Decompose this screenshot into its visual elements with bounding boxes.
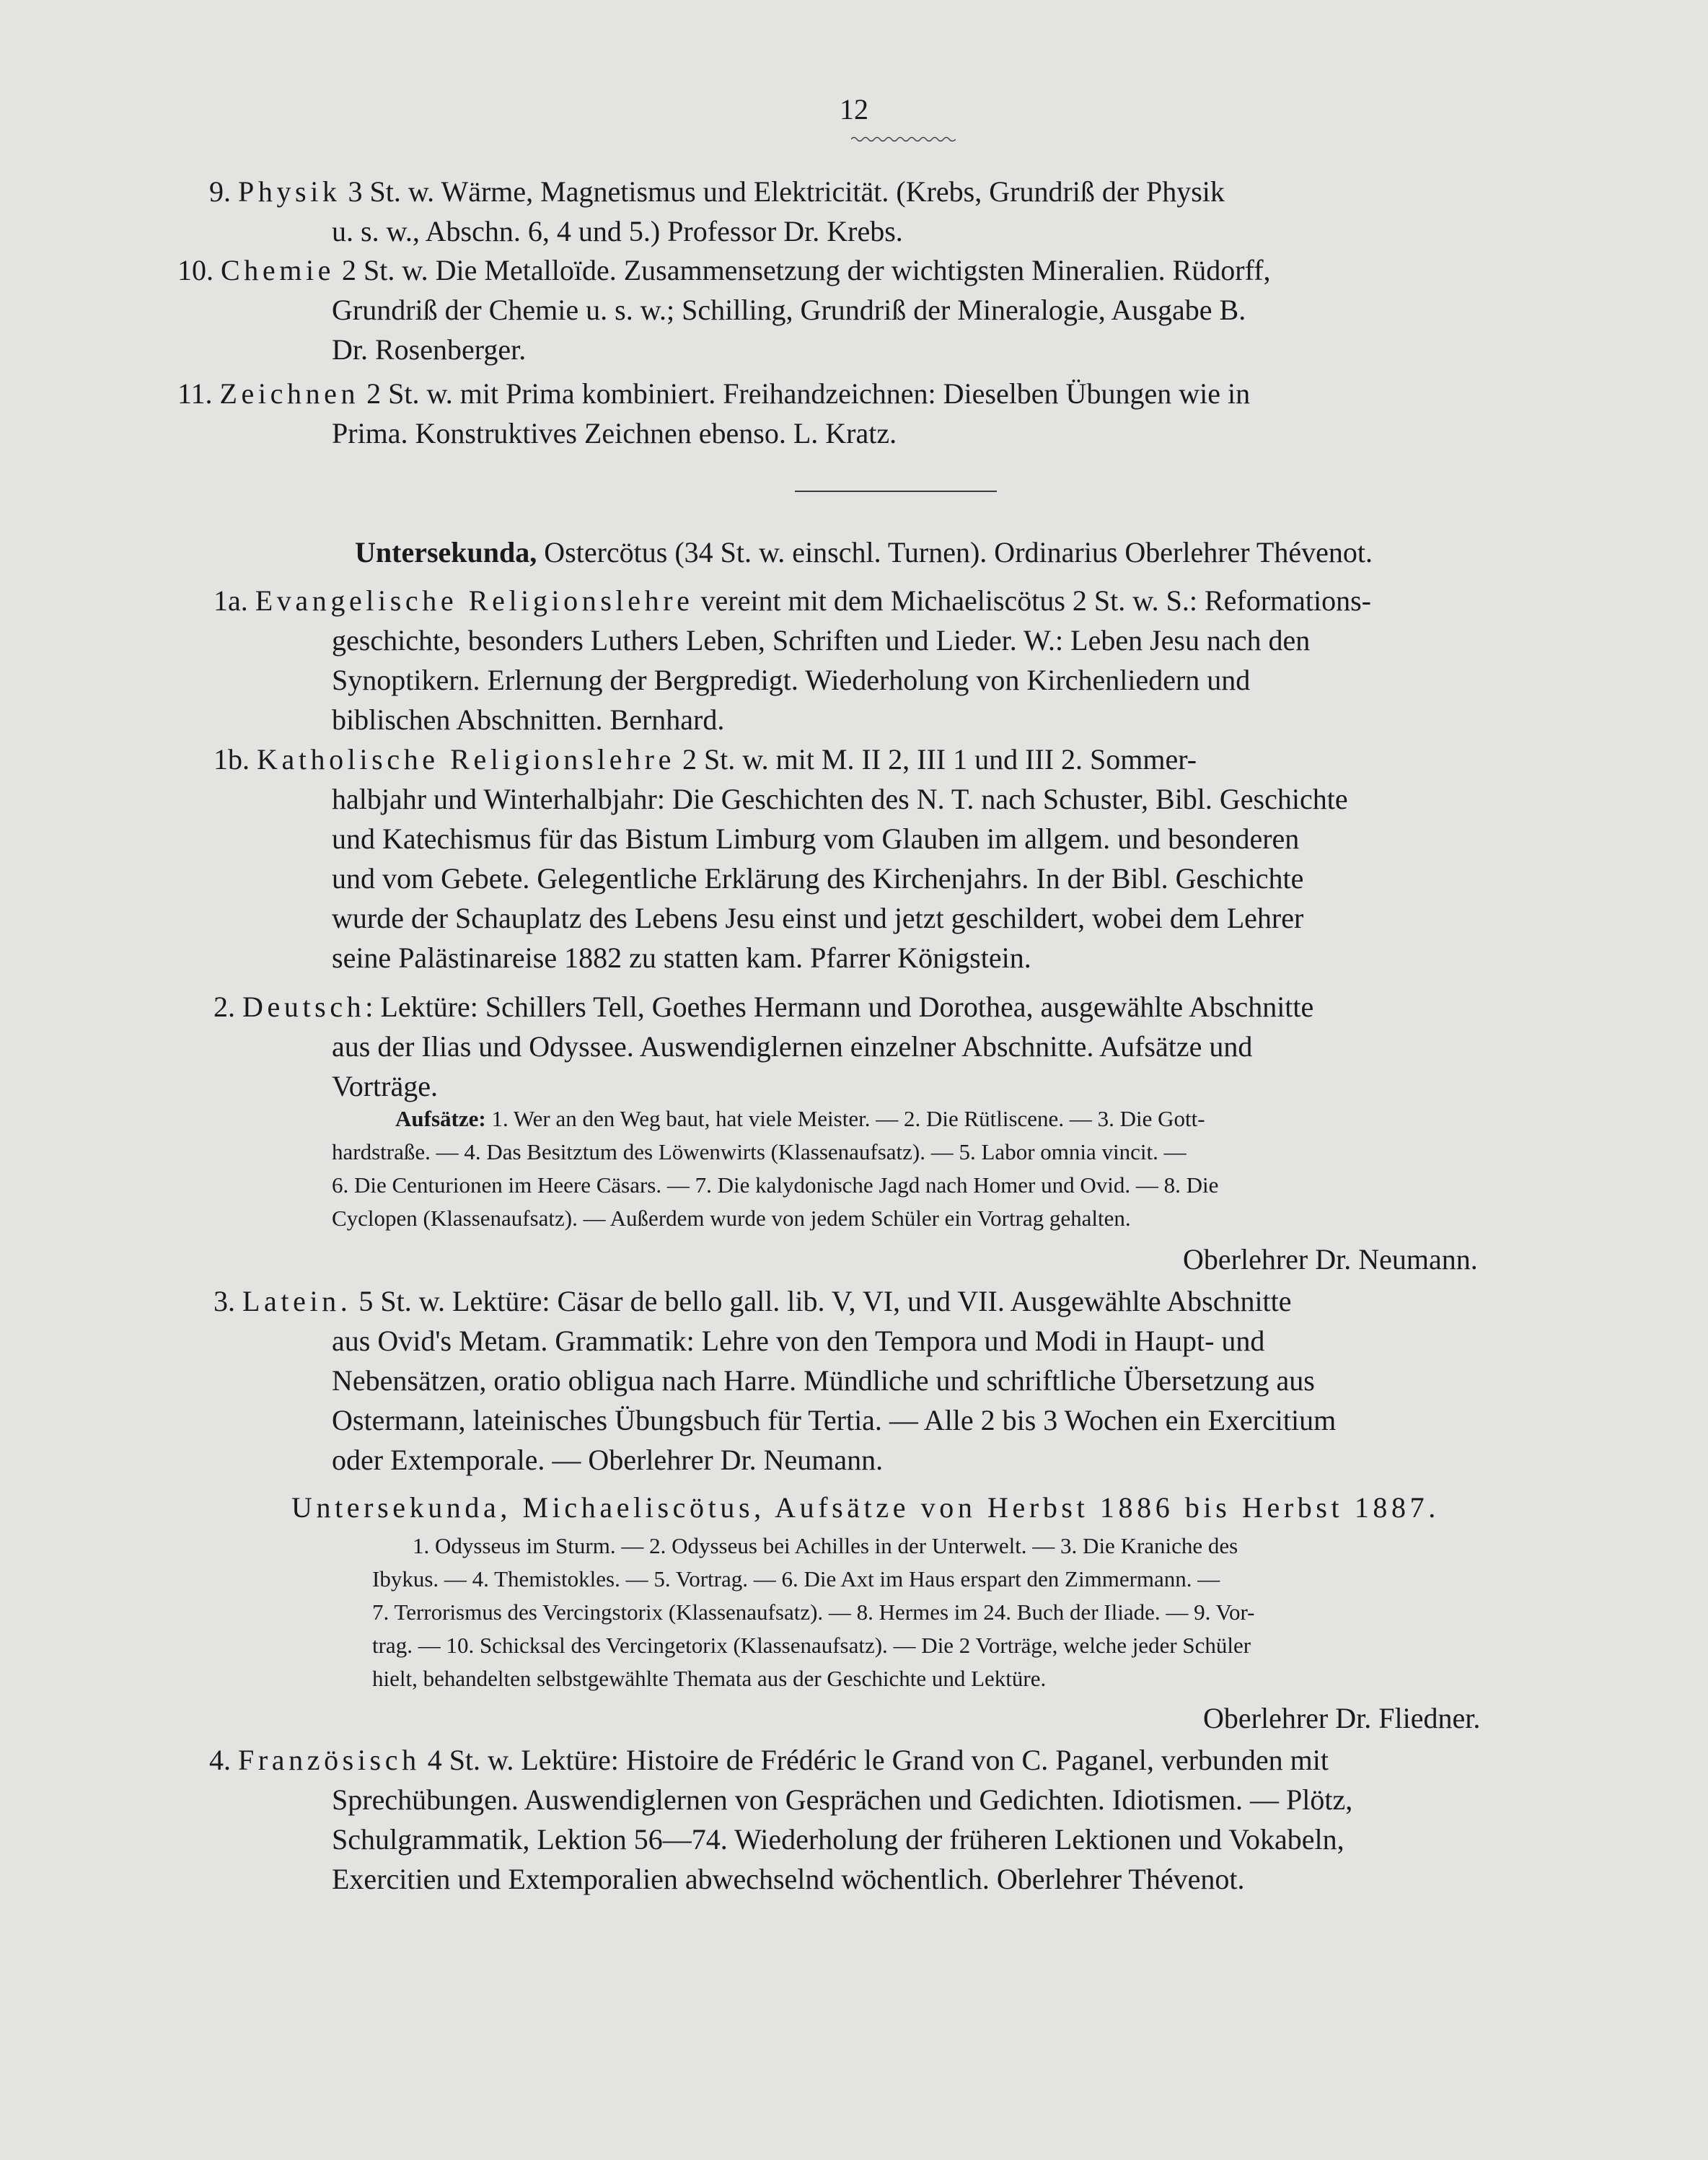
- kath-religion-line-4: und vom Gebete. Gelegentliche Erklärung des Kirchenjahrs. In der Bibl. Geschichte: [332, 862, 1304, 895]
- kath-religion-line-2: halbjahr und Winterhalbjahr: Die Geschichten des N. T. nach Schuster, Bibl. Geschichte: [332, 783, 1348, 815]
- latein-entry: [214, 1281, 1336, 1480]
- physik-line-1: 9. Physik 3 St. w. Wärme, Magnetismus und Elektricität. (Krebs, Grundriß der Physik: [209, 175, 1225, 208]
- franzoesisch-line-3: Schulgrammatik, Lektion 56—74. Wiederholung der früheren Lektionen und Vokabeln,: [332, 1823, 1344, 1856]
- deutsch-line-2: aus der Ilias und Odyssee. Auswendiglernen einzelner Abschnitte. Aufsätze und: [332, 1030, 1253, 1063]
- entry-number: 1a.: [214, 584, 248, 617]
- deutsch-line-1: 2. Deutsch: Lektüre: Schillers Tell, Goethes Hermann und Dorothea, ausgewählte Abschnitte: [214, 991, 1314, 1023]
- subject-name: Latein.: [242, 1285, 352, 1317]
- entry-number: 9.: [209, 175, 231, 208]
- michaelis-heading: Untersekunda, Michaeliscötus, Aufsätze von Herbst 1886 bis Herbst 1887.: [291, 1491, 1440, 1524]
- subject-name: Zeichnen: [219, 377, 360, 410]
- physik-entry: [209, 172, 1225, 251]
- chemie-line-1: 10. Chemie 2 St. w. Die Metalloïde. Zusammensetzung der wichtigsten Mineralien. Rüdorff,: [177, 254, 1271, 286]
- chemie-line-3: Dr. Rosenberger.: [332, 333, 527, 366]
- ev-religion-line-4: biblischen Abschnitten. Bernhard.: [332, 703, 725, 736]
- subject-name: Katholische Religionslehre: [257, 743, 675, 776]
- kath-religion-line-1: 1b. Katholische Religionslehre 2 St. w. mit M. II 2, III 1 und III 2. Sommer-: [214, 743, 1197, 776]
- michaelis-line-4: trag. — 10. Schicksal des Vercingetorix (Klassenaufsatz). — Die 2 Vorträge, welche jeder Schüler: [372, 1633, 1251, 1658]
- subject-name: Chemie: [221, 254, 335, 286]
- franzoesisch-line-4: Exercitien und Extemporalien abwechselnd wöchentlich. Oberlehrer Thévenot.: [332, 1863, 1245, 1895]
- essay-line-4: Cyclopen (Klassenaufsatz). — Außerdem wurde von jedem Schüler ein Vortrag gehalten.: [332, 1206, 1131, 1231]
- entry-number: 1b.: [214, 743, 250, 776]
- deutsch-line-3: Vorträge.: [332, 1070, 438, 1102]
- subject-name: Deutsch: [242, 991, 366, 1023]
- deutsch-entry: [214, 987, 1313, 1106]
- franzoesisch-line-1: 4. Französisch 4 St. w. Lektüre: Histoire de Frédéric le Grand von C. Paganel, verbunden mit: [209, 1744, 1329, 1776]
- latein-line-1: 3. Latein. 5 St. w. Lektüre: Cäsar de bello gall. lib. V, VI, und VII. Ausgewählte Abschnitte: [214, 1285, 1292, 1317]
- entry-number: 3.: [214, 1285, 235, 1317]
- ev-religion-entry: [214, 581, 1371, 739]
- latein-line-4: Ostermann, lateinisches Übungsbuch für Tertia. — Alle 2 bis 3 Wochen ein Exercitium: [332, 1404, 1337, 1436]
- subject-name: Physik: [238, 175, 341, 208]
- essay-line-2: hardstraße. — 4. Das Besitztum des Löwenwirts (Klassenaufsatz). — 5. Labor omnia vincit. —: [332, 1139, 1187, 1164]
- kath-religion-line-6: seine Palästinareise 1882 zu statten kam. Pfarrer Königstein.: [332, 941, 1031, 974]
- michaelis-line-5: hielt, behandelten selbstgewählte Themata aus der Geschichte und Lektüre.: [372, 1666, 1047, 1691]
- zeichnen-line-2: Prima. Konstruktives Zeichnen ebenso. L. Kratz.: [332, 417, 897, 449]
- latein-line-3: Nebensätzen, oratio obligua nach Harre. Mündliche und schriftliche Übersetzung aus: [332, 1364, 1315, 1397]
- zeichnen-line-1: 11. Zeichnen 2 St. w. mit Prima kombiniert. Freihandzeichnen: Dieselben Übungen wie in: [177, 377, 1251, 410]
- franzoesisch-entry: [209, 1740, 1352, 1899]
- physik-line-2: u. s. w., Abschn. 6, 4 und 5.) Professor Dr. Krebs.: [332, 215, 903, 247]
- chemie-line-2: Grundriß der Chemie u. s. w.; Schilling, Grundriß der Mineralogie, Ausgabe B.: [332, 294, 1246, 326]
- entry-number: 11.: [177, 377, 213, 410]
- entry-number: 4.: [209, 1744, 231, 1776]
- michaelis-essay-list: [372, 1529, 1254, 1695]
- class-title: Untersekunda,: [355, 536, 537, 568]
- essay-line-3: 6. Die Centurionen im Heere Cäsars. — 7. Die kalydonische Jagd nach Homer und Ovid. — 8. Die: [332, 1172, 1219, 1198]
- subject-name: Französisch: [238, 1744, 421, 1776]
- section-divider: [795, 491, 997, 492]
- deutsch-signature: Oberlehrer Dr. Neumann.: [1183, 1243, 1478, 1276]
- michaelis-line-2: Ibykus. — 4. Themistokles. — 5. Vortrag. — 6. Die Axt im Haus erspart den Zimmermann. —: [372, 1566, 1220, 1592]
- latein-line-5: oder Extemporale. — Oberlehrer Dr. Neumann.: [332, 1444, 884, 1476]
- entry-number: 2.: [214, 991, 235, 1023]
- kath-religion-line-5: wurde der Schauplatz des Lebens Jesu einst und jetzt geschildert, wobei dem Lehrer: [332, 902, 1304, 934]
- ev-religion-line-2: geschichte, besonders Luthers Leben, Schriften und Lieder. W.: Leben Jesu nach den: [332, 624, 1311, 657]
- michaelis-signature: Oberlehrer Dr. Fliedner.: [1203, 1702, 1481, 1734]
- page-number: 12: [840, 93, 868, 126]
- essay-line-1: Aufsätze: 1. Wer an den Weg baut, hat viele Meister. — 2. Die Rütliscene. — 3. Die Gott-: [395, 1106, 1205, 1131]
- chemie-entry: [177, 250, 1271, 369]
- kath-religion-entry: [214, 739, 1348, 978]
- kath-religion-line-3: und Katechismus für das Bistum Limburg vom Glauben im allgem. und besonderen: [332, 822, 1300, 855]
- subject-name: Evangelische Religionslehre: [255, 584, 694, 617]
- ev-religion-line-1: 1a. Evangelische Religionslehre vereint mit dem Michaeliscötus 2 St. w. S.: Reformations-: [214, 584, 1371, 617]
- michaelis-line-1: 1. Odysseus im Sturm. — 2. Odysseus bei Achilles in der Unterwelt. — 3. Die Kraniche des: [413, 1533, 1238, 1558]
- page-number-ornament: [851, 136, 956, 143]
- ev-religion-line-3: Synoptikern. Erlernung der Bergpredigt. Wiederholung von Kirchenliedern und: [332, 664, 1251, 696]
- michaelis-line-3: 7. Terrorismus des Vercingstorix (Klassenaufsatz). — 8. Hermes im 24. Buch der Iliade. — 9. Vor-: [372, 1599, 1255, 1625]
- essays-label: Aufsätze:: [395, 1106, 486, 1131]
- zeichnen-entry: [177, 374, 1250, 453]
- untersekunda-heading: Untersekunda, Ostercötus (34 St. w. einschl. Turnen). Ordinarius Oberlehrer Thévenot.: [355, 536, 1373, 568]
- latein-line-2: aus Ovid's Metam. Grammatik: Lehre von den Tempora und Modi in Haupt- und: [332, 1325, 1265, 1357]
- deutsch-essay-list: [332, 1102, 1218, 1235]
- franzoesisch-line-2: Sprechübungen. Auswendiglernen von Gesprächen und Gedichten. Idiotismen. — Plötz,: [332, 1783, 1353, 1816]
- entry-number: 10.: [177, 254, 214, 286]
